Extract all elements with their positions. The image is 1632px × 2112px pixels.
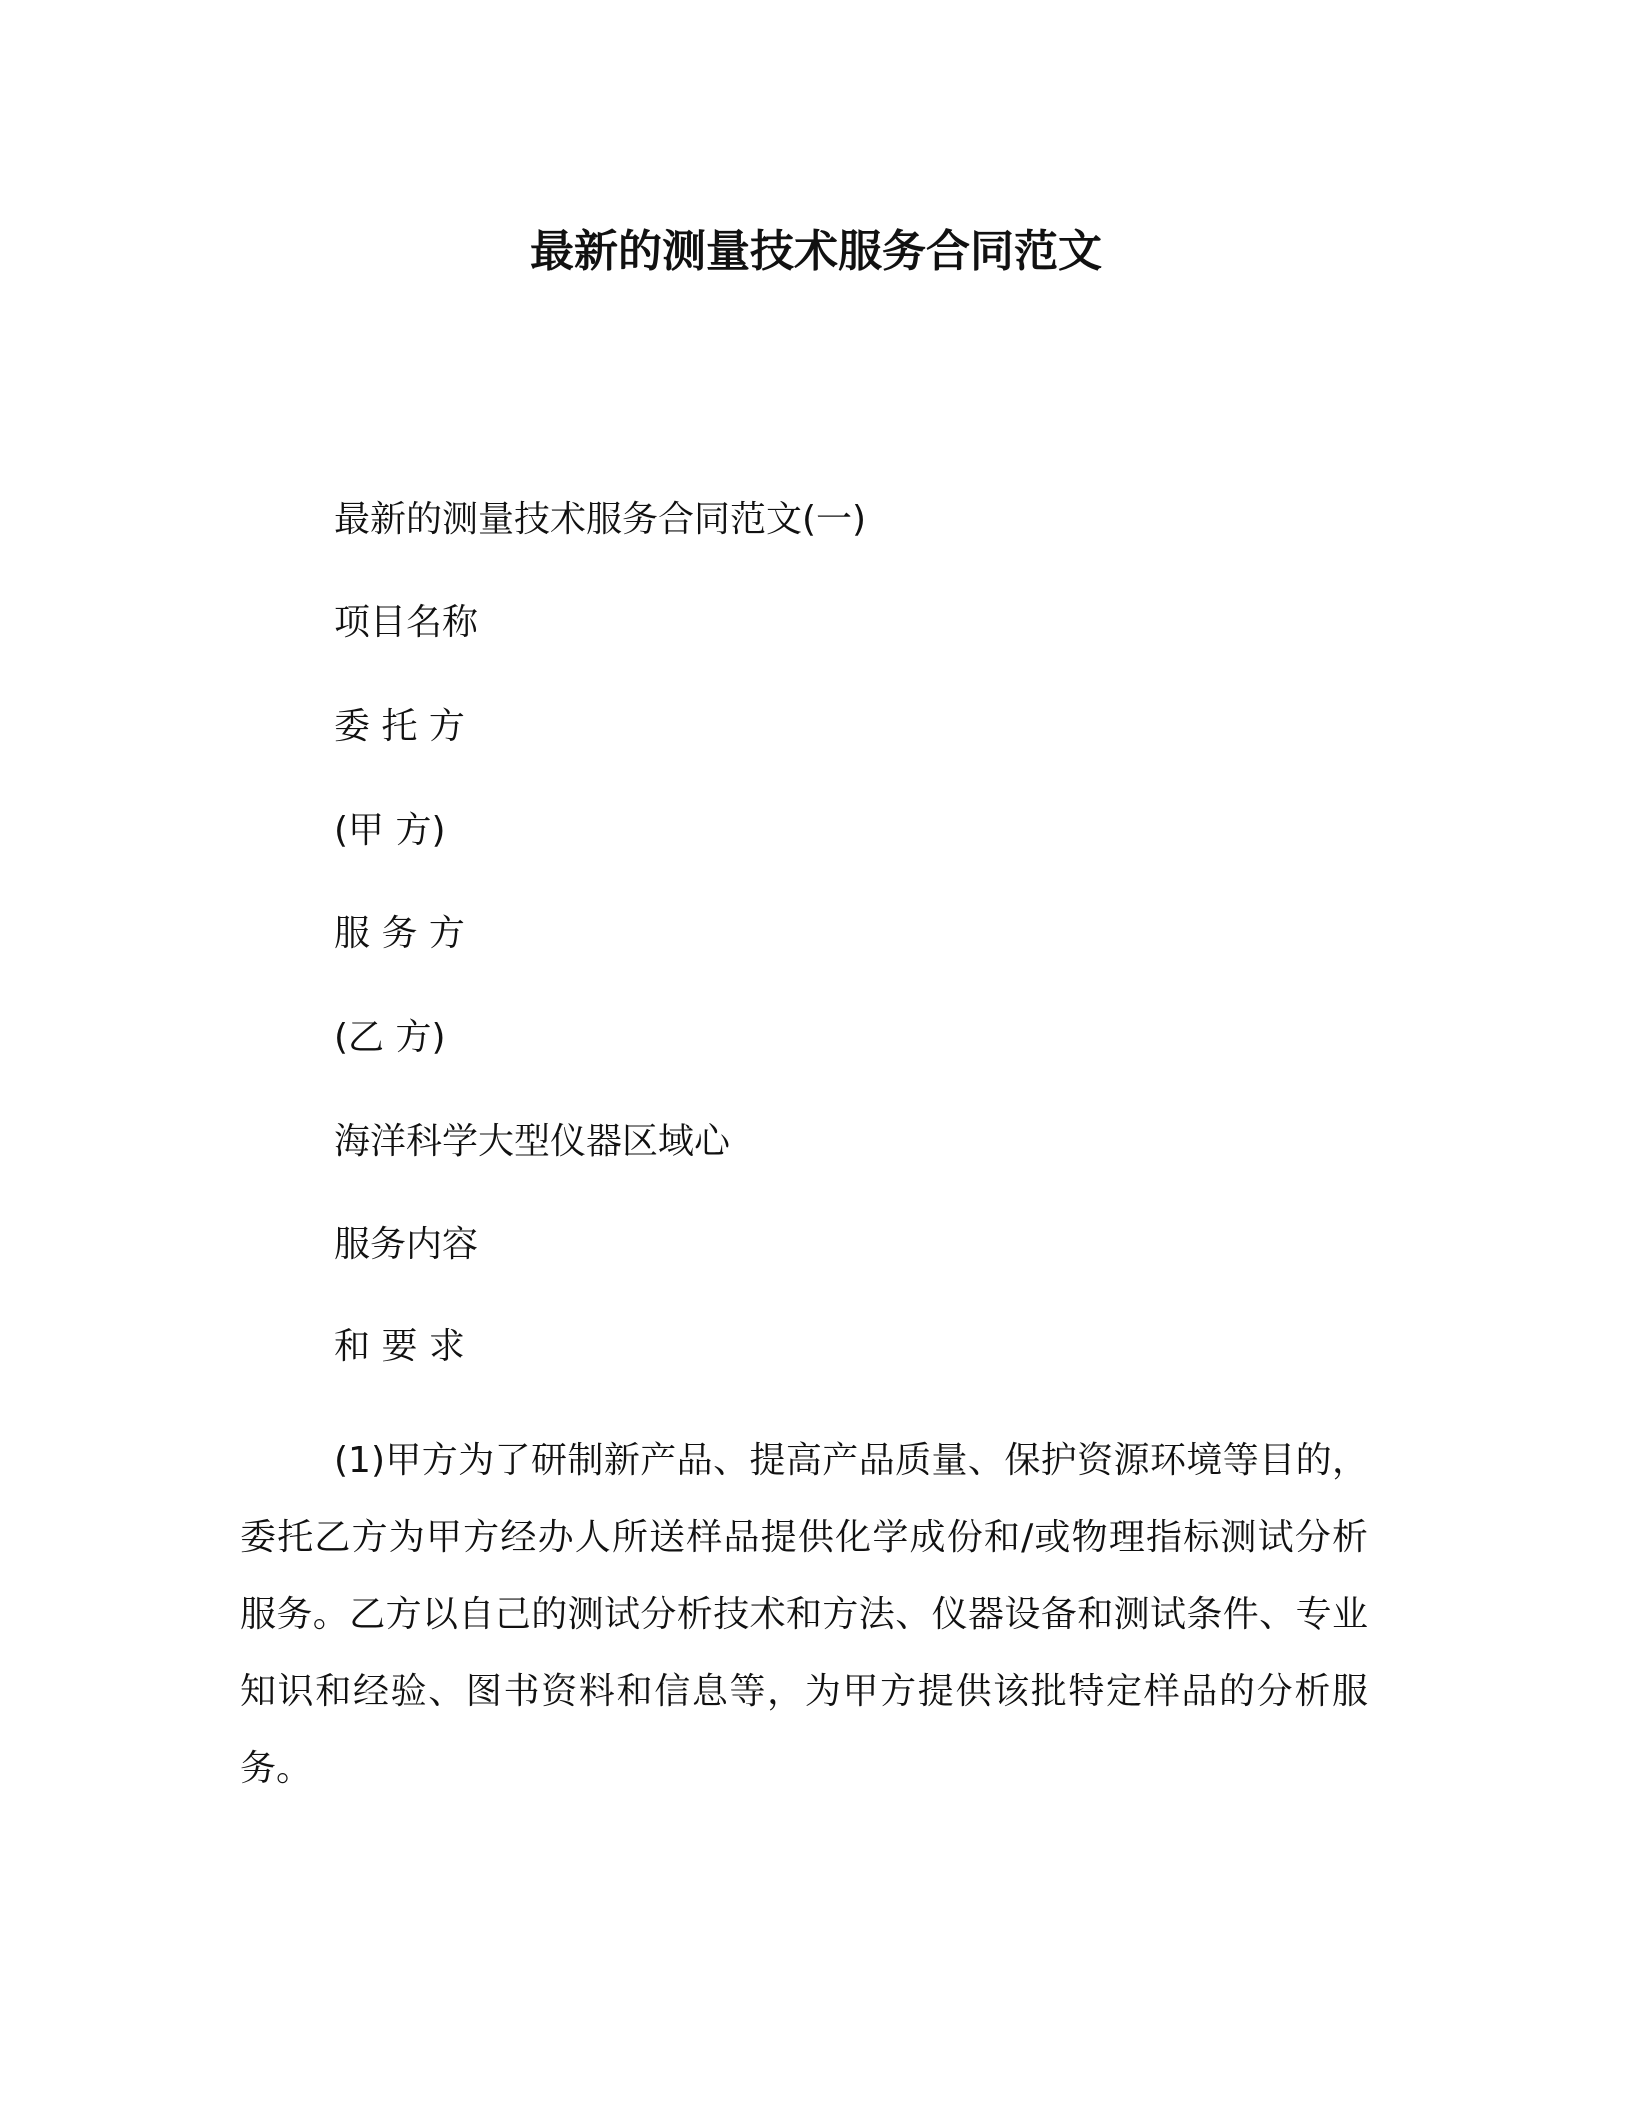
field-party-b: (乙 方) <box>334 1017 446 1058</box>
field-provider-name: 海洋科学大型仪器区域心 <box>334 1121 731 1162</box>
field-client: 委 托 方 <box>334 706 465 747</box>
contract-paragraph-1: (1)甲方为了研制新产品、提高产品质量、保护资源环境等目的，委托乙方为甲方经办人所送样品提供化学成份和/或物理指标测试分析服务。乙方以自己的测试分析技术和方法、仪器设备和测试条件、专业知识和经验、图书资料和信息等，为甲方提供该批特定样品的分析服务。 <box>240 1440 1368 1789</box>
field-project-name: 项目名称 <box>334 602 479 643</box>
field-requirements: 和 要 求 <box>334 1326 465 1367</box>
document-title: 最新的测量技术服务合同范文 <box>530 226 1102 277</box>
field-service-provider: 服 务 方 <box>334 913 465 954</box>
field-party-a: (甲 方) <box>334 810 446 851</box>
field-service-content: 服务内容 <box>334 1224 479 1265</box>
document-subtitle: 最新的测量技术服务合同范文(一) <box>334 499 867 540</box>
